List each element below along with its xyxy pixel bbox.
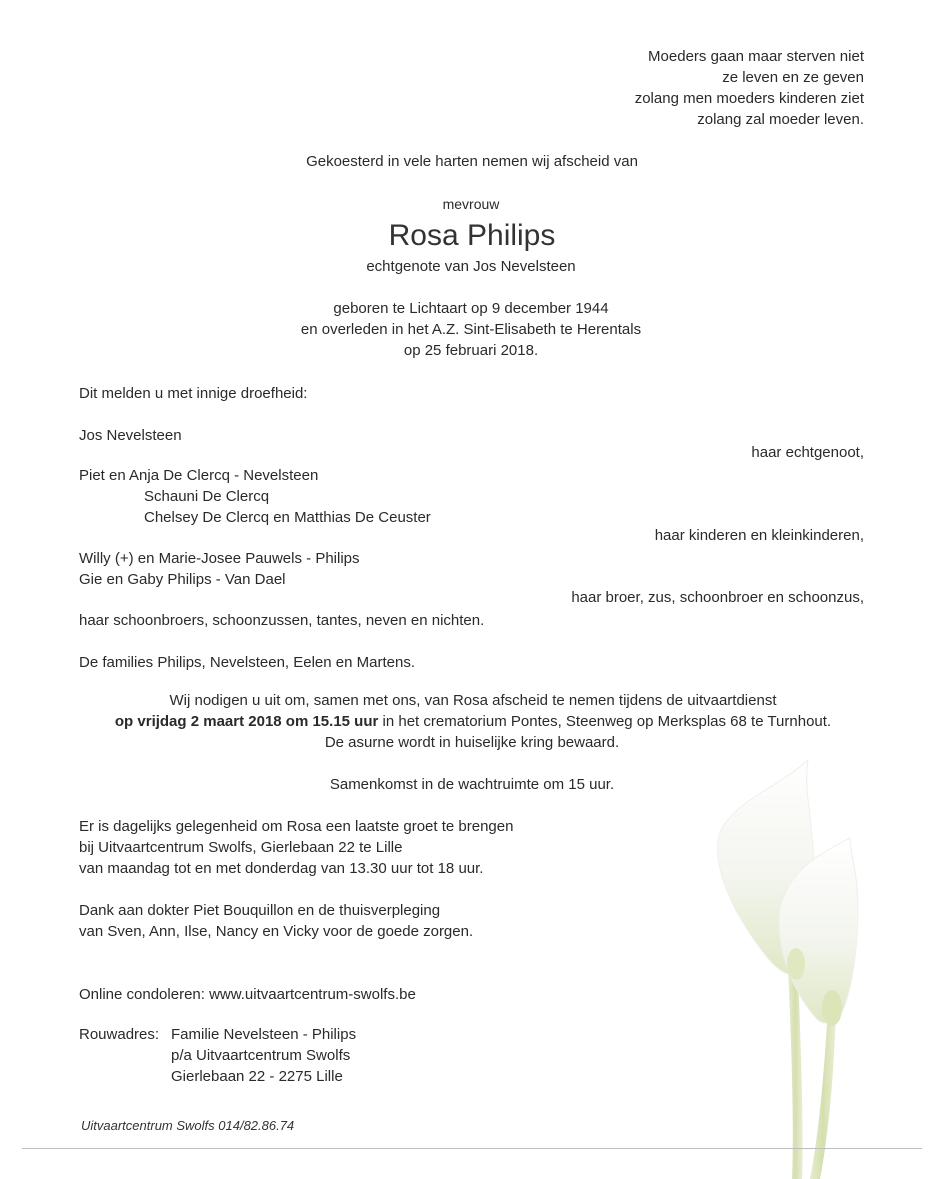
service-datetime: op vrijdag 2 maart 2018 om 15.15 uur xyxy=(114,713,379,730)
birth-line: geboren te Lichtaart op 9 december 1944 xyxy=(333,300,609,317)
visit-line: van maandag tot en met donderdag van 13.30 uur tot 18 uur. xyxy=(79,860,484,877)
spouse-role: haar echtgenoot, xyxy=(751,444,864,461)
poem-line: zolang zal moeder leven. xyxy=(697,111,864,128)
deceased-name: Rosa Philips xyxy=(388,219,556,252)
flower-spadix xyxy=(787,948,805,980)
birth-block xyxy=(0,298,945,361)
birth-line: op 25 februari 2018. xyxy=(403,342,539,359)
grandchild-line: Schauni De Clercq xyxy=(144,488,270,505)
poem-line: ze leven en ze geven xyxy=(722,69,864,86)
flower-stem xyxy=(810,1008,836,1179)
children-role: haar kinderen en kleinkinderen, xyxy=(654,527,864,544)
visit-line: bij Uitvaartcentrum Swolfs, Gierlebaan 22 te Lille xyxy=(79,839,403,856)
address-line: Gierlebaan 22 - 2275 Lille xyxy=(171,1068,343,1085)
service-line-2 xyxy=(0,711,947,732)
service-line-3: De asurne wordt in huiselijke kring bewaard. xyxy=(324,734,620,751)
flower-spadix xyxy=(822,990,842,1026)
calla-lily-flower-image xyxy=(700,758,900,1179)
thanks-line: Dank aan dokter Piet Bouquillon en de thuisverpleging xyxy=(79,902,441,919)
poem-line: Moeders gaan maar sterven niet xyxy=(648,48,864,65)
spouse-name: Jos Nevelsteen xyxy=(79,427,182,444)
service-line-1: Wij nodigen u uit om, samen met ons, van Rosa afscheid te nemen tijdens de uitvaartdienst xyxy=(169,692,777,709)
poem xyxy=(635,46,864,130)
thanks-line: van Sven, Ann, Ilse, Nancy en Vicky voor de goede zorgen. xyxy=(79,923,474,940)
bottom-divider xyxy=(22,1148,922,1149)
address-line: Familie Nevelsteen - Philips xyxy=(171,1026,357,1043)
inlaws-text: haar schoonbroers, schoonzussen, tantes, neven en nichten. xyxy=(79,612,485,629)
address-label: Rouwadres: xyxy=(79,1026,160,1043)
birth-line: en overleden in het A.Z. Sint-Elisabeth te Herentals xyxy=(300,321,642,338)
address-line: p/a Uitvaartcentrum Swolfs xyxy=(171,1047,351,1064)
gathering-text: Samenkomst in de wachtruimte om 15 uur. xyxy=(329,776,615,793)
announce-text: Dit melden u met innige droefheid: xyxy=(79,385,308,402)
visit-line: Er is dagelijks gelegenheid om Rosa een laatste groet te brengen xyxy=(79,818,514,835)
siblings-line: Gie en Gaby Philips - Van Dael xyxy=(79,571,286,588)
siblings-role: haar broer, zus, schoonbroer en schoonzus, xyxy=(571,589,864,606)
footer-text: Uitvaartcentrum Swolfs 014/82.86.74 xyxy=(81,1118,295,1133)
families-text: De families Philips, Nevelsteen, Eelen en Martens. xyxy=(79,654,415,671)
condolences-text: Online condoleren: www.uitvaartcentrum-swolfs.be xyxy=(79,986,416,1003)
children-line: Piet en Anja De Clercq - Nevelsteen xyxy=(79,467,319,484)
thanks-block xyxy=(79,900,473,942)
grandchild-line: Chelsey De Clercq en Matthias De Ceuster xyxy=(144,509,431,526)
siblings-line: Willy (+) en Marie-Josee Pauwels - Philips xyxy=(79,550,360,567)
poem-line: zolang men moeders kinderen ziet xyxy=(634,90,864,107)
service-location: in het crematorium Pontes, Steenweg op Merksplas 68 te Turnhout. xyxy=(378,713,832,730)
title-text: mevrouw xyxy=(442,196,500,212)
visit-block xyxy=(79,816,513,879)
spouse-text: echtgenote van Jos Nevelsteen xyxy=(366,258,576,275)
address-block xyxy=(171,1024,356,1087)
intro-text: Gekoesterd in vele harten nemen wij afscheid van xyxy=(306,153,638,170)
